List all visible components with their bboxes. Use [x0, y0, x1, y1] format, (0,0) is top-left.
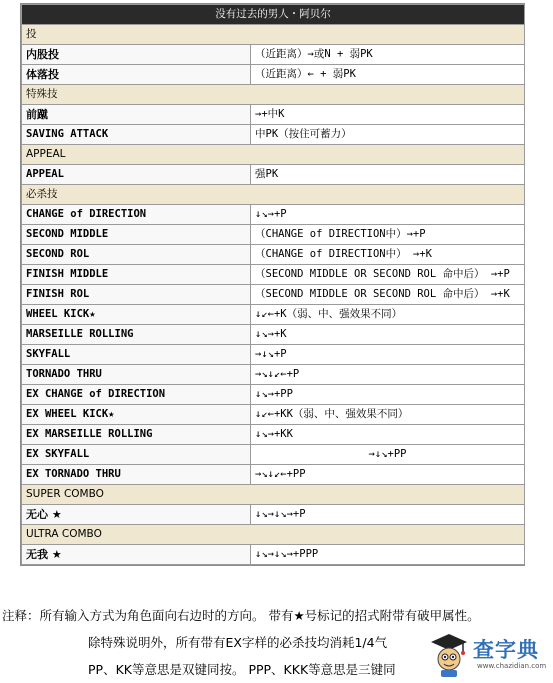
move-command: →↘↓↙←+P [251, 365, 525, 385]
move-command: →↘↓↙←+PP [251, 465, 525, 485]
section-label: 特殊技 [22, 85, 525, 105]
section-label: 必杀技 [22, 185, 525, 205]
move-row [22, 385, 525, 405]
move-command: →+中K [251, 105, 525, 125]
move-row [22, 125, 525, 145]
move-name: SKYFALL [22, 345, 251, 365]
move-list-table [21, 4, 525, 565]
move-command: （近距离）← + 弱PK [251, 65, 525, 85]
watermark-text: 查字典 [473, 638, 539, 662]
move-name: TORNADO THRU [22, 365, 251, 385]
move-name: 无我 ★ [22, 545, 251, 565]
move-command: ↓↘→+PP [251, 385, 525, 405]
note-line-2: 除特殊说明外，所有带有EX字样的必杀技均消耗1/4气 [88, 635, 388, 650]
move-name: 无心 ★ [22, 505, 251, 525]
move-row [22, 325, 525, 345]
section-header-row [22, 485, 525, 505]
move-row [22, 445, 525, 465]
move-name: FINISH ROL [22, 285, 251, 305]
move-row [22, 465, 525, 485]
move-command: ↓↘→+K [251, 325, 525, 345]
move-command: →↓↘+P [251, 345, 525, 365]
move-row [22, 305, 525, 325]
move-name: EX TORNADO THRU [22, 465, 251, 485]
move-command: （近距离）→或N + 弱PK [251, 45, 525, 65]
move-command: （SECOND MIDDLE OR SECOND ROL 命中后） →+P [251, 265, 525, 285]
section-header-row [22, 185, 525, 205]
move-name: WHEEL KICK★ [22, 305, 251, 325]
move-command: 中PK（按住可蓄力） [251, 125, 525, 145]
move-name: SECOND ROL [22, 245, 251, 265]
move-row [22, 345, 525, 365]
move-command: 强PK [251, 165, 525, 185]
move-name: APPEAL [22, 165, 251, 185]
section-header-row [22, 85, 525, 105]
move-row [22, 205, 525, 225]
move-command: ↓↙←+KK（弱、中、强效果不同） [251, 405, 525, 425]
move-row [22, 425, 525, 445]
move-name: SECOND MIDDLE [22, 225, 251, 245]
character-title: 没有过去的男人・阿贝尔 [22, 5, 525, 25]
note-line-3: PP、KK等意思是双键同按。 PPP、KKK等意思是三键同 [88, 662, 396, 677]
move-name: EX MARSEILLE ROLLING [22, 425, 251, 445]
move-command: （SECOND MIDDLE OR SECOND ROL 命中后） →+K [251, 285, 525, 305]
move-command: ↓↘→+KK [251, 425, 525, 445]
move-name: SAVING ATTACK [22, 125, 251, 145]
move-name: 体落投 [22, 65, 251, 85]
move-command: ↓↘→↓↘→+PPP [251, 545, 525, 565]
move-name: EX WHEEL KICK★ [22, 405, 251, 425]
move-row [22, 245, 525, 265]
watermark-url: www.chazidian.com [477, 662, 547, 670]
move-row [22, 165, 525, 185]
move-name: FINISH MIDDLE [22, 265, 251, 285]
section-header-row [22, 525, 525, 545]
move-row [22, 405, 525, 425]
section-label: SUPER COMBO [22, 485, 525, 505]
watermark-logo [425, 628, 553, 682]
move-name: CHANGE of DIRECTION [22, 205, 251, 225]
move-row [22, 225, 525, 245]
section-label: 投 [22, 25, 525, 45]
move-command: →↓↘+PP [251, 445, 525, 465]
move-name: 前蹴 [22, 105, 251, 125]
move-row [22, 45, 525, 65]
move-row [22, 265, 525, 285]
move-row [22, 285, 525, 305]
move-row [22, 505, 525, 525]
move-command: ↓↘→+P [251, 205, 525, 225]
move-row [22, 105, 525, 125]
move-command: ↓↙←+K（弱、中、强效果不同） [251, 305, 525, 325]
scholar-mascot-icon [429, 632, 469, 678]
table-title-row [22, 5, 525, 25]
move-row [22, 65, 525, 85]
move-name: EX SKYFALL [22, 445, 251, 465]
move-row [22, 545, 525, 565]
move-name: MARSEILLE ROLLING [22, 325, 251, 345]
note-line-1: 注释：所有输入方式为角色面向右边时的方向。 带有★号标记的招式附带有破甲属性。 [2, 608, 480, 623]
move-name: 内股投 [22, 45, 251, 65]
move-row [22, 365, 525, 385]
section-label: ULTRA COMBO [22, 525, 525, 545]
move-list-frame [20, 3, 525, 566]
section-label: APPEAL [22, 145, 525, 165]
move-command: （CHANGE of DIRECTION中）→+P [251, 225, 525, 245]
move-command: ↓↘→↓↘→+P [251, 505, 525, 525]
move-command: （CHANGE of DIRECTION中） →+K [251, 245, 525, 265]
section-header-row [22, 25, 525, 45]
move-name: EX CHANGE of DIRECTION [22, 385, 251, 405]
section-header-row [22, 145, 525, 165]
